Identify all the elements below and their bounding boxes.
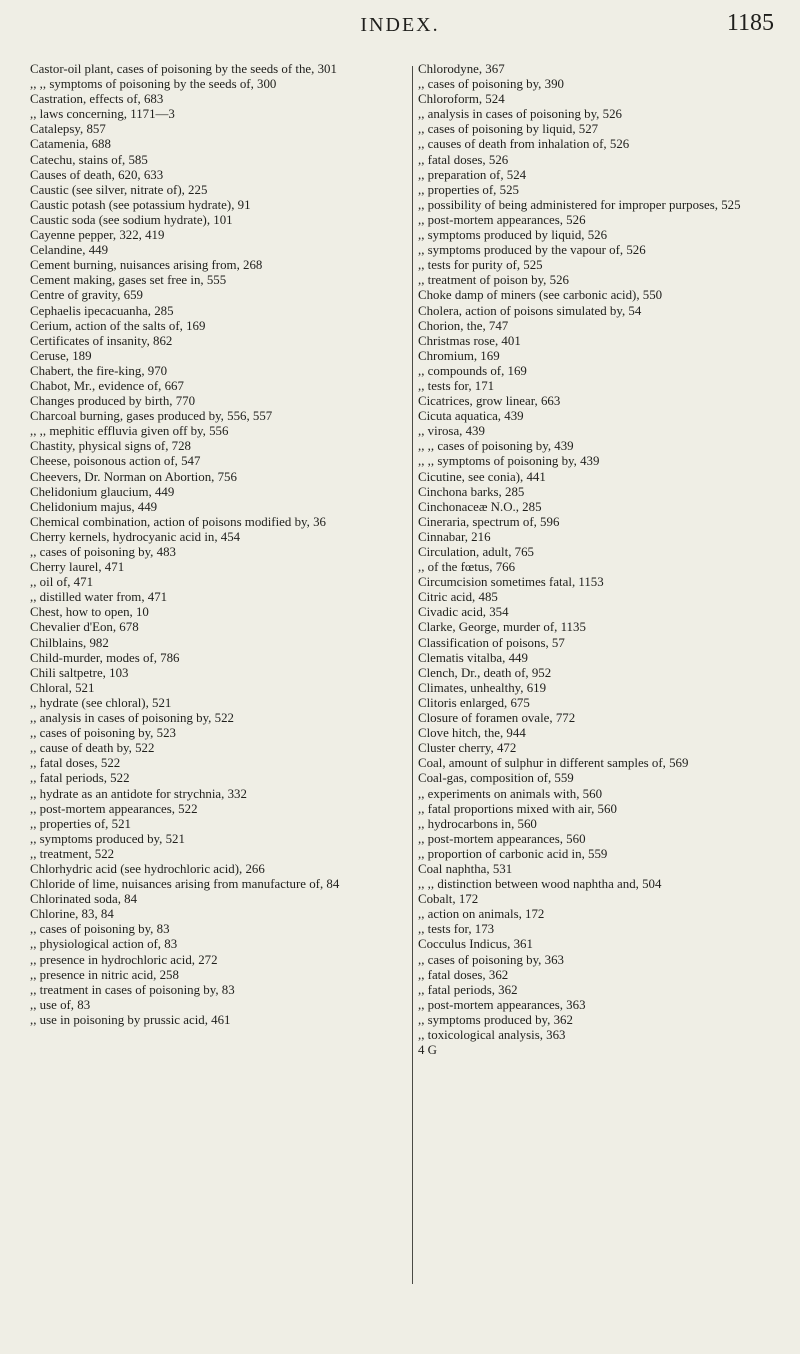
- index-entry: Cocculus Indicus, 361: [418, 937, 533, 952]
- index-entry: Clench, Dr., death of, 952: [418, 665, 552, 680]
- index-entry: ,, ,, cases of poisoning by, 439: [418, 439, 574, 454]
- index-entry: Cluster cherry, 472: [418, 741, 517, 756]
- index-entry: Chastity, physical signs of, 728: [30, 439, 192, 454]
- index-entry: ,, hydrate (see chloral), 521: [30, 695, 172, 710]
- index-entry: ,, treatment of poison by, 526: [418, 273, 569, 288]
- index-entry: Chili saltpetre, 103: [30, 665, 129, 680]
- index-entry: Caustic soda (see sodium hydrate), 101: [30, 212, 233, 227]
- index-entry: ,, symptoms produced by liquid, 526: [418, 228, 608, 243]
- index-entry: ,, ,, symptoms of poisoning by the seeds of, 300: [30, 77, 277, 92]
- index-entry: Climates, unhealthy, 619: [418, 680, 547, 695]
- index-entry: Coal naphtha, 531: [418, 861, 513, 876]
- index-entry: Clove hitch, the, 944: [418, 726, 526, 741]
- index-entry: Child-murder, modes of, 786: [30, 650, 180, 665]
- index-entry: Coal, amount of sulphur in different samples of, 569: [418, 756, 689, 771]
- index-entry: Cephaelis ipecacuanha, 285: [30, 303, 174, 318]
- index-entry: ,, treatment in cases of poisoning by, 83: [30, 982, 235, 997]
- index-entry: Castor-oil plant, cases of poisoning by the seeds of the, 301: [30, 62, 337, 76]
- index-entry: Clematis vitalba, 449: [418, 650, 528, 665]
- index-entry: ,, treatment, 522: [30, 846, 115, 861]
- index-entry: Chorion, the, 747: [418, 318, 509, 333]
- index-entry: ,, analysis in cases of poisoning by, 522: [30, 711, 234, 726]
- index-entry: Caustic (see silver, nitrate of), 225: [30, 182, 208, 197]
- index-entry: Catamenia, 688: [30, 137, 111, 152]
- index-entry: ,, post-mortem appearances, 522: [30, 801, 198, 816]
- column-divider: [412, 66, 413, 1284]
- index-entry: Cement making, gases set free in, 555: [30, 273, 227, 288]
- index-entry: ,, ,, distinction between wood naphtha and, 504: [418, 877, 662, 892]
- index-entry: Cayenne pepper, 322, 419: [30, 228, 165, 243]
- index-entry: Cherry kernels, hydrocyanic acid in, 454: [30, 529, 241, 544]
- index-entry: Choke damp of miners (see carbonic acid), 550: [418, 288, 663, 303]
- index-entry: Chloride of lime, nuisances arising from manufacture of, 84: [30, 877, 340, 892]
- index-entry: Causes of death, 620, 633: [30, 167, 164, 182]
- index-entry: Christmas rose, 401: [418, 333, 521, 348]
- index-entry: Chabot, Mr., evidence of, 667: [30, 378, 184, 393]
- index-entry: ,, cases of poisoning by, 390: [418, 77, 564, 92]
- index-entry: Changes produced by birth, 770: [30, 394, 196, 409]
- index-entry: Caustic potash (see potassium hydrate), 91: [30, 197, 251, 212]
- index-entry: Certificates of insanity, 862: [30, 333, 173, 348]
- right-index-column: [418, 62, 790, 1058]
- index-entry: Centre of gravity, 659: [30, 288, 144, 303]
- index-entry: Catalepsy, 857: [30, 122, 106, 137]
- index-entry: ,, hydrate as an antidote for strychnia, 332: [30, 786, 247, 801]
- index-entry: ,, of the fœtus, 766: [418, 560, 516, 575]
- index-entry: Chabert, the fire-king, 970: [30, 363, 168, 378]
- index-entry: ,, action on animals, 172: [418, 907, 545, 922]
- index-entry: ,, toxicological analysis, 363: [418, 1028, 566, 1042]
- index-entry: ,, tests for, 171: [418, 378, 495, 393]
- index-entry: ,, cases of poisoning by, 483: [30, 545, 176, 559]
- index-entry: Cicatrices, grow linear, 663: [418, 394, 561, 409]
- index-entry: ,, laws concerning, 1171—3: [30, 107, 175, 122]
- index-entry: ,, experiments on animals with, 560: [418, 786, 603, 801]
- index-entry: Chlorhydric acid (see hydrochloric acid), 266: [30, 861, 265, 876]
- index-entry: ,, causes of death from inhalation of, 526: [418, 137, 630, 152]
- index-entry: Citric acid, 485: [418, 590, 498, 605]
- index-entry: Ceruse, 189: [30, 348, 92, 363]
- index-entry: Chelidonium majus, 449: [30, 499, 158, 514]
- page-header: [0, 6, 800, 40]
- index-entry: ,, presence in hydrochloric acid, 272: [30, 952, 218, 967]
- index-entry: Chemical combination, action of poisons modified by, 36: [30, 514, 326, 529]
- index-entry: ,, presence in nitric acid, 258: [30, 967, 179, 982]
- index-entry: Chest, how to open, 10: [30, 605, 149, 620]
- index-entry: ,, symptoms produced by the vapour of, 526: [418, 243, 646, 258]
- index-entry: Classification of poisons, 57: [418, 635, 565, 650]
- index-entry: ,, possibility of being administered for improper purposes, 525: [418, 197, 741, 212]
- index-entry: Charcoal burning, gases produced by, 556, 557: [30, 409, 273, 424]
- index-entry: ,, preparation of, 524: [418, 167, 527, 182]
- index-entry: Cobalt, 172: [418, 892, 479, 907]
- index-entry: Cement burning, nuisances arising from, 268: [30, 258, 263, 273]
- index-entry: Cherry laurel, 471: [30, 560, 125, 575]
- index-entry: ,, tests for purity of, 525: [418, 258, 543, 273]
- index-entry: Cinchona barks, 285: [418, 484, 525, 499]
- index-entry: Cicuta aquatica, 439: [418, 409, 524, 424]
- index-entry: ,, fatal doses, 526: [418, 152, 509, 167]
- index-entry: ,, fatal doses, 522: [30, 756, 121, 771]
- index-entry: Chlorine, 83, 84: [30, 907, 114, 922]
- index-entry: Cineraria, spectrum of, 596: [418, 514, 560, 529]
- index-entry: ,, oil of, 471: [30, 575, 94, 590]
- index-entry: Celandine, 449: [30, 243, 109, 258]
- index-entry: Cerium, action of the salts of, 169: [30, 318, 206, 333]
- index-entry: ,, cases of poisoning by, 363: [418, 952, 564, 967]
- index-entry: Cinchonaceæ N.O., 285: [418, 499, 542, 514]
- index-entry: Closure of foramen ovale, 772: [418, 711, 576, 726]
- index-entry: Clitoris enlarged, 675: [418, 695, 530, 710]
- index-entry: Chilblains, 982: [30, 635, 109, 650]
- index-entry: Cholera, action of poisons simulated by, 54: [418, 303, 642, 318]
- index-entry: Circulation, adult, 765: [418, 545, 534, 559]
- index-entry: ,, cases of poisoning by, 523: [30, 726, 176, 741]
- index-entry: ,, tests for, 173: [418, 922, 495, 937]
- index-entry: Clarke, George, murder of, 1135: [418, 620, 586, 635]
- index-entry: Chloroform, 524: [418, 92, 505, 107]
- index-entry: Circumcision sometimes fatal, 1153: [418, 575, 604, 590]
- left-index-column: [30, 62, 405, 1028]
- index-entry: Coal-gas, composition of, 559: [418, 771, 574, 786]
- index-entry: Chlorinated soda, 84: [30, 892, 138, 907]
- index-entry: ,, cases of poisoning by liquid, 527: [418, 122, 599, 137]
- index-entry: ,, post-mortem appearances, 560: [418, 831, 586, 846]
- index-entry: Cinnabar, 216: [418, 529, 491, 544]
- index-entry: ,, cases of poisoning by, 83: [30, 922, 170, 937]
- index-entry: Civadic acid, 354: [418, 605, 509, 620]
- index-entry: Chloral, 521: [30, 680, 95, 695]
- index-entry: Chelidonium glaucium, 449: [30, 484, 175, 499]
- index-entry: ,, properties of, 521: [30, 816, 131, 831]
- index-entry: ,, symptoms produced by, 362: [418, 1012, 573, 1027]
- index-entry: ,, properties of, 525: [418, 182, 519, 197]
- index-entry: Chlorodyne, 367: [418, 62, 505, 76]
- index-entry: ,, compounds of, 169: [418, 363, 527, 378]
- index-entry: ,, proportion of carbonic acid in, 559: [418, 846, 608, 861]
- index-entry: ,, ,, symptoms of poisoning by, 439: [418, 454, 600, 469]
- index-entry: ,, fatal proportions mixed with air, 560: [418, 801, 617, 816]
- index-entry: ,, hydrocarbons in, 560: [418, 816, 537, 831]
- index-entry: ,, cause of death by, 522: [30, 741, 155, 756]
- index-entry: 4 G: [418, 1043, 437, 1058]
- index-entry: ,, symptoms produced by, 521: [30, 831, 185, 846]
- index-entry: Cheese, poisonous action of, 547: [30, 454, 201, 469]
- index-entry: ,, ,, mephitic effluvia given off by, 556: [30, 424, 229, 439]
- page-number: 1185: [726, 10, 774, 36]
- index-entry: ,, virosa, 439: [418, 424, 485, 439]
- index-entry: Castration, effects of, 683: [30, 92, 164, 107]
- index-entry: ,, post-mortem appearances, 363: [418, 997, 586, 1012]
- index-entry: Chromium, 169: [418, 348, 500, 363]
- index-entry: Catechu, stains of, 585: [30, 152, 148, 167]
- index-entry: ,, post-mortem appearances, 526: [418, 212, 586, 227]
- index-entry: Cheevers, Dr. Norman on Abortion, 756: [30, 469, 237, 484]
- index-entry: ,, fatal periods, 362: [418, 982, 518, 997]
- index-entry: ,, distilled water from, 471: [30, 590, 168, 605]
- index-entry: Cicutine, see conia), 441: [418, 469, 546, 484]
- index-entry: ,, physiological action of, 83: [30, 937, 178, 952]
- index-entry: ,, fatal periods, 522: [30, 771, 130, 786]
- index-entry: Chevalier d'Eon, 678: [30, 620, 139, 635]
- index-entry: ,, use of, 83: [30, 997, 91, 1012]
- index-entry: ,, analysis in cases of poisoning by, 526: [418, 107, 622, 122]
- index-entry: ,, use in poisoning by prussic acid, 461: [30, 1012, 231, 1027]
- index-entry: ,, fatal doses, 362: [418, 967, 509, 982]
- page-title: INDEX.: [360, 14, 440, 36]
